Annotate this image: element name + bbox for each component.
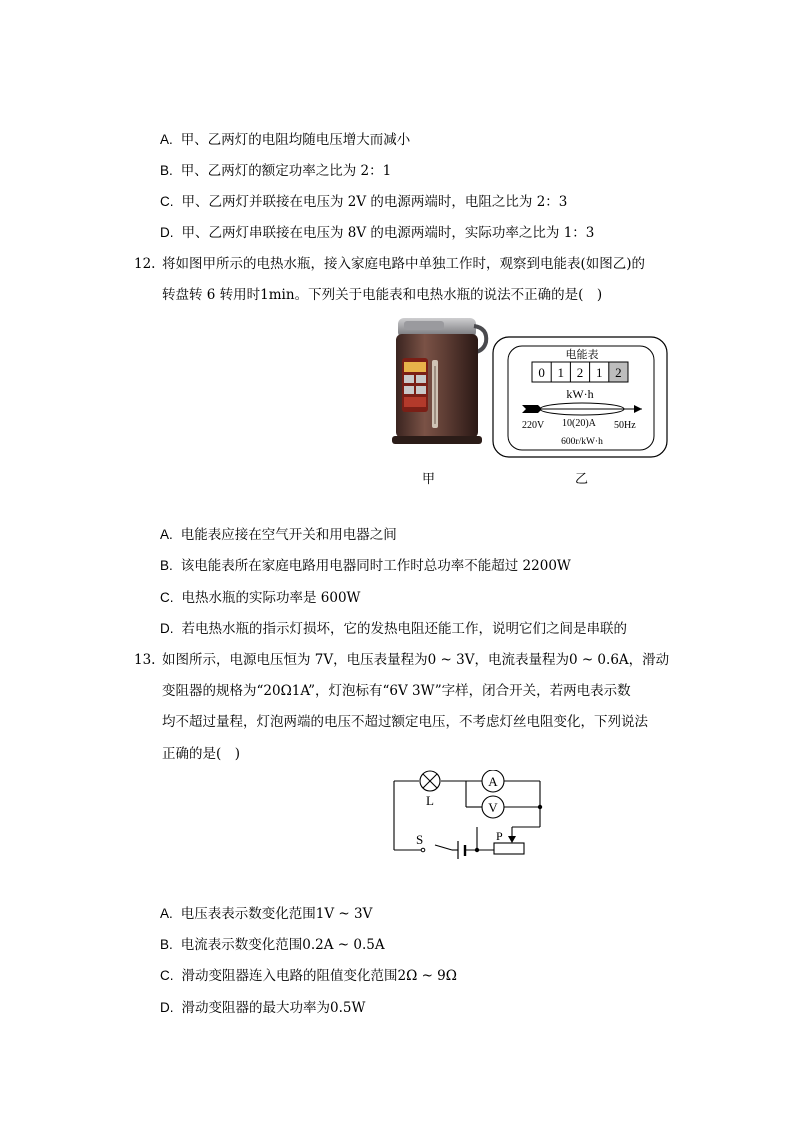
meter-digit: 2 — [576, 365, 584, 380]
q12-option-b — [160, 557, 571, 575]
option-label: C. — [160, 590, 174, 605]
q11-option-c — [160, 193, 567, 211]
meter-frequency: 50Hz — [614, 420, 636, 431]
option-label: D. — [160, 621, 174, 636]
switch-symbol — [421, 848, 425, 852]
battery-symbol — [458, 841, 465, 859]
q12-option-a — [160, 526, 397, 544]
meter-digit: 0 — [538, 365, 545, 380]
q13-option-b — [160, 936, 385, 954]
q11-option-d — [160, 224, 594, 242]
q13-number: 13. — [134, 652, 156, 668]
q12-number: 12. — [134, 256, 156, 272]
option-label: B. — [160, 937, 173, 952]
meter-unit: kW·h — [566, 387, 594, 401]
q12-stem-line2: 转盘转 6 转用时1min。下列关于电能表和电热水瓶的说法不正确的是( ) — [162, 287, 603, 303]
option-text: 电热水瓶的实际功率是 600W — [181, 590, 361, 606]
meter-title: 电能表 — [565, 349, 599, 361]
switch-label: S — [416, 832, 424, 847]
meter-voltage: 220V — [522, 420, 545, 431]
option-label: A. — [160, 527, 173, 542]
circuit-diagram — [388, 770, 548, 862]
lamp-symbol — [420, 771, 440, 791]
option-text: 甲、乙两灯串联接在电压为 8V 的电源两端时，实际功率之比为 1：3 — [181, 225, 595, 241]
option-label: C. — [160, 194, 174, 209]
q13-option-d — [160, 999, 365, 1017]
option-text: 该电能表所在家庭电路用电器同时工作时总功率不能超过 2200W — [180, 558, 571, 574]
q13-option-a — [160, 905, 372, 923]
option-label: B. — [160, 558, 173, 573]
option-text: 甲、乙两灯的额定功率之比为 2：1 — [180, 163, 392, 179]
option-text: 滑动变阻器连入电路的阻值变化范围2Ω ~ 9Ω — [181, 968, 457, 984]
figure-caption-jia: 甲 — [422, 472, 436, 487]
ammeter-symbol — [482, 770, 504, 792]
ammeter-label: A — [488, 774, 498, 789]
meter-digit: 2 — [615, 365, 622, 380]
lamp-label: L — [426, 793, 434, 808]
slider-label: P — [496, 829, 503, 843]
q12-option-c — [160, 589, 360, 607]
option-text: 甲、乙两灯并联接在电压为 2V 的电源两端时，电阻之比为 2：3 — [181, 194, 568, 210]
junction-dot — [475, 848, 479, 852]
figure-caption-yi: 乙 — [575, 472, 589, 487]
option-label: D. — [160, 1000, 174, 1015]
meter-digit: 1 — [595, 365, 603, 380]
q11-option-a — [160, 131, 410, 149]
option-label: D. — [160, 225, 174, 240]
option-label: B. — [160, 163, 173, 178]
q12-option-d — [160, 620, 627, 638]
option-text: 电能表应接在空气开关和用电器之间 — [180, 527, 397, 543]
option-text: 电压表表示数变化范围1V ~ 3V — [180, 906, 373, 922]
q11-option-b — [160, 162, 391, 180]
q13-stem-line1: 如图所示，电源电压恒为 7V，电压表量程为0 ~ 3V，电流表量程为0 ~ 0.6A，滑动 — [162, 652, 670, 668]
meter-digit: 1 — [557, 365, 565, 380]
option-text: 若电热水瓶的指示灯损坏，它的发热电阻还能工作，说明它们之间是串联的 — [181, 621, 627, 637]
voltmeter-symbol — [482, 796, 504, 818]
electric-kettle-image — [390, 312, 490, 446]
junction-dot — [538, 805, 542, 809]
q13-stem-line2: 变阻器的规格为“20Ω1A”，灯泡标有“6V 3W”字样，闭合开关，若两电表示数 — [162, 683, 631, 699]
voltmeter-label: V — [488, 800, 498, 815]
q13-stem-line4: 正确的是( ) — [162, 746, 241, 762]
option-label: A. — [160, 132, 173, 147]
option-text: 甲、乙两灯的电阻均随电压增大而减小 — [180, 132, 411, 148]
option-label: A. — [160, 906, 173, 921]
electricity-meter-diagram — [492, 336, 668, 458]
option-text: 电流表示数变化范围0.2A ~ 0.5A — [180, 937, 385, 953]
q12-stem-line1: 将如图甲所示的电热水瓶，接入家庭电路中单独工作时，观察到电能表(如图乙)的 — [162, 256, 646, 272]
q13-stem-line3: 均不超过量程，灯泡两端的电压不超过额定电压，不考虑灯丝电阻变化，下列说法 — [162, 714, 648, 730]
meter-current: 10(20)A — [562, 418, 596, 429]
option-label: C. — [160, 968, 174, 983]
meter-constant: 600r/kW·h — [561, 437, 603, 447]
meter-digit-box — [532, 362, 628, 382]
q13-option-c — [160, 967, 457, 985]
option-text: 滑动变阻器的最大功率为0.5W — [181, 1000, 366, 1016]
